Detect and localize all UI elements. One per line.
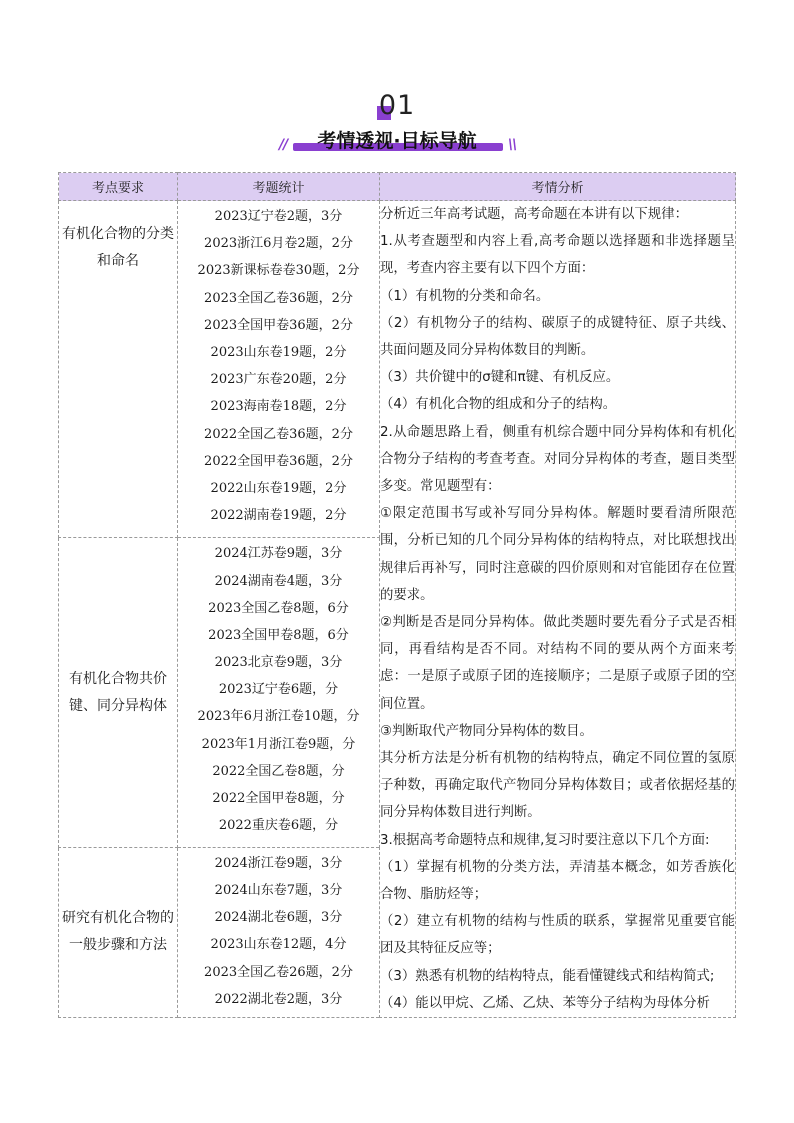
analysis-paragraph: ①限定范围书写或补写同分异构体。解题时要看清所限范围，分析已知的几个同分异构体的结构特点，对比联想找出规律后再补写，同时注意碳的四价原则和对官能团存在位置的要求。	[380, 506, 735, 603]
stat-item: 2022全国甲卷8题，分	[212, 791, 345, 807]
stat-item: 2022全国乙卷8题，分	[212, 763, 345, 779]
stat-item: 2022全国甲卷36题，2分	[204, 453, 353, 469]
analysis-paragraph: （3）熟悉有机物的结构特点，能看懂键线式和结构简式;	[380, 968, 715, 984]
stat-item: 2024湖南卷4题，3分	[214, 573, 343, 589]
analysis-paragraph: ②判断是否是同分异构体。做此类题时要先看分子式是否相同，再看结构是否不同。对结构不同的要从两个方面来考虑：一是原子或原子团的连接顺序；二是原子或原子团的空间位置。	[380, 615, 735, 712]
stat-item: 2023新课标卷卷30题，2分	[197, 263, 360, 279]
stat-item: 2023山东卷12题，4分	[210, 937, 347, 953]
analysis-paragraph: （2）有机物分子的结构、碳原子的成键特征、原子共线、共面问题及同分异构体数目的判断。	[380, 315, 735, 359]
stat-item: 2023广东卷20题，2分	[210, 372, 347, 388]
stat-item: 2022山东卷19题，2分	[210, 480, 347, 496]
statistics-cell	[178, 538, 380, 848]
stat-item: 2023海南卷18题，2分	[210, 399, 347, 415]
right-slash-decoration: \\	[508, 137, 517, 153]
stat-item: 2022湖北卷2题，3分	[214, 991, 343, 1007]
requirement-cell: 有机化合物的分类和命名	[59, 201, 178, 538]
analysis-paragraph: （1）掌握有机物的分类方法，弄清基本概念，如芳香族化合物、脂肪烃等；	[380, 859, 735, 903]
header-statistics: 考题统计	[178, 173, 380, 201]
analysis-paragraph: 其分析方法是分析有机物的结构特点，确定不同位置的氢原子种数，再确定取代产物同分异构体数目；或者依据烃基的同分异构体数目进行判断。	[380, 751, 735, 821]
requirement-cell: 研究有机化合物的一般步骤和方法	[59, 847, 178, 1017]
analysis-cell	[380, 201, 736, 1018]
section-title: 考情透视·目标导航	[317, 130, 477, 152]
stat-item: 2023全国甲卷36题，2分	[204, 317, 353, 333]
analysis-paragraph: ③判断取代产物同分异构体的数目。	[380, 723, 593, 739]
stat-item: 2024浙江卷9题，3分	[214, 855, 343, 871]
stat-item: 2022重庆卷6题，分	[218, 818, 339, 834]
analysis-paragraph: 3.根据高考命题特点和规律,复习时要注意以下几个方面:	[380, 832, 710, 848]
table-header-row	[59, 173, 736, 201]
requirement-cell: 有机化合物共价键、同分异构体	[59, 538, 178, 848]
analysis-paragraph: （3）共价键中的σ键和π键、有机反应。	[380, 370, 620, 386]
stat-item: 2023北京卷9题，3分	[214, 655, 343, 671]
table-row	[59, 201, 736, 538]
header-analysis: 考情分析	[380, 173, 736, 201]
stat-item: 2023年1月浙江卷9题，分	[201, 736, 356, 752]
analysis-paragraph: 分析近三年高考试题，高考命题在本讲有以下规律：	[380, 207, 688, 222]
stat-item: 2023辽宁卷6题，分	[218, 682, 339, 698]
analysis-paragraph: （4）能以甲烷、乙烯、乙炔、苯等分子结构为母体分析	[380, 995, 710, 1011]
stat-item: 2023浙江6月卷2题，2分	[204, 236, 353, 252]
stat-item: 2023辽宁卷2题，3分	[214, 209, 343, 224]
stat-item: 2024山东卷7题，3分	[214, 883, 343, 899]
stat-item: 2024湖北卷6题，3分	[214, 910, 343, 926]
section-number: 01	[378, 90, 416, 121]
header-requirement: 考点要求	[59, 173, 178, 201]
stat-item: 2023全国乙卷26题，2分	[204, 964, 353, 980]
analysis-paragraph: 2.从命题思路上看，侧重有机综合题中同分异构体和有机化合物分子结构的考查考查。对同分异构体的考查，题目类型多变。常见题型有：	[380, 424, 735, 495]
exam-analysis-table	[58, 172, 736, 1018]
section-header	[0, 90, 794, 156]
statistics-cell	[178, 201, 380, 538]
analysis-paragraph: （2）建立有机物的结构与性质的联系，掌握常见重要官能团及其特征反应等；	[380, 914, 735, 957]
statistics-cell	[178, 847, 380, 1017]
left-slash-decoration: //	[279, 137, 288, 153]
analysis-paragraph: （1）有机物的分类和命名。	[380, 288, 550, 304]
stat-item: 2023年6月浙江卷10题，分	[197, 709, 360, 725]
analysis-paragraph: （4）有机化合物的组成和分子的结构。	[380, 397, 617, 413]
stat-item: 2023全国乙卷8题，6分	[208, 600, 349, 616]
stat-item: 2023全国甲卷8题，6分	[208, 627, 349, 643]
stat-item: 2023全国乙卷36题，2分	[204, 290, 353, 306]
stat-item: 2022湖南卷19题，2分	[210, 508, 347, 524]
stat-item: 2022全国乙卷36题，2分	[204, 426, 353, 442]
analysis-paragraph: 1.从考查题型和内容上看,高考命题以选择题和非选择题呈现，考查内容主要有以下四个方面：	[380, 234, 735, 277]
stat-item: 2023山东卷19题，2分	[210, 344, 347, 360]
stat-item: 2024江苏卷9题，3分	[214, 546, 343, 562]
